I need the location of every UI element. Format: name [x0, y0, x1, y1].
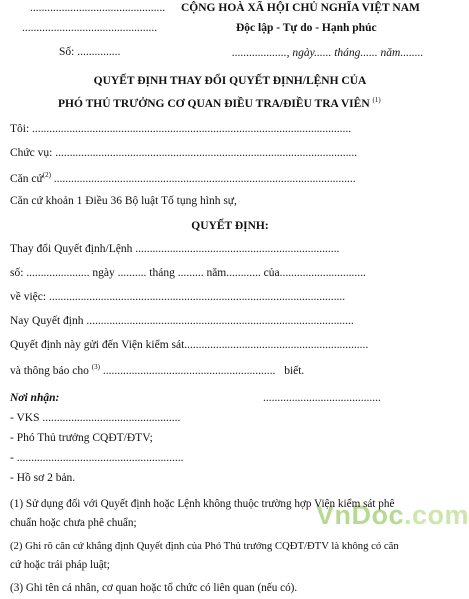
document-title-line1: QUYẾT ĐỊNH THAY ĐỔI QUYẾT ĐỊNH/LỆNH CỦA	[93, 75, 367, 87]
position-label: Chức vụ:	[10, 147, 53, 159]
note-1-line1: (1) Sử dụng đối với Quyết định hoặc Lệnh không thuộc trường hợp Viện kiểm sát phê	[10, 498, 395, 510]
number-date-line: số: ...................... ngày .......... tháng ......... năm............ của..............................	[10, 267, 366, 279]
now-decide-line	[10, 316, 354, 328]
legal-basis: Căn cứ khoản 1 Điều 36 Bộ luật Tố tụng hình sự,	[10, 195, 237, 207]
subject-dots: .......................................................................................................	[48, 291, 346, 303]
issuer-line	[10, 124, 351, 136]
note-1-line2: chuẩn hoặc chưa phê chuẩn;	[10, 517, 137, 529]
document-title-line2-text: PHÓ THỦ TRƯỞNG CƠ QUAN ĐIỀU TRA/ĐIỀU TRA VIÊN	[58, 97, 370, 110]
national-title: CỘNG HOÀ XÃ HỘI CHỦ NGHĨA VIỆT NAM	[181, 2, 420, 14]
recipient-item: - Hồ sơ 2 bản.	[10, 472, 76, 484]
date-line: ..................., ngày...... tháng...... năm........	[232, 47, 424, 59]
document-number-label: Số:	[59, 46, 75, 58]
document-number-dots: ...............	[77, 46, 121, 58]
recipient-item: - ..........................................................	[10, 452, 184, 464]
unit-name-dots: ...............................................	[22, 22, 158, 34]
now-decide-dots: .............................................................................................	[86, 315, 354, 327]
issuer-dots: ...............................................................................................................	[32, 123, 352, 135]
recipient-item: - VKS ................................................	[10, 412, 181, 424]
basis-line	[10, 172, 356, 185]
recipient-item: - Phó Thủ trưởng CQĐT/ĐTV;	[10, 432, 153, 444]
notify-label: và thông báo cho	[10, 364, 89, 377]
decision-heading: QUYẾT ĐỊNH:	[191, 220, 269, 232]
national-motto: Độc lập - Tự do - Hạnh phúc	[236, 22, 377, 34]
now-decide-label: Nay Quyết định	[10, 315, 84, 327]
send-to-procuracy-line: Quyết định này gửi đến Viện kiểm sát................................................................	[10, 339, 369, 351]
note-3: (3) Ghi tên cá nhân, cơ quan hoặc tổ chức có liên quan (nếu có).	[10, 582, 298, 594]
change-label: Thay đổi Quyết định/Lệnh	[10, 243, 133, 255]
note-2-line2: cứ hoặc trái pháp luật;	[10, 559, 110, 571]
notify-end: biết.	[284, 364, 305, 377]
change-dots: .......................................................................	[135, 243, 340, 255]
subject-label: về việc:	[10, 291, 47, 303]
document-title-line2	[58, 97, 381, 110]
agency-name-dots: ...............................................	[30, 2, 166, 14]
notify-dots: ............................................................	[102, 364, 276, 377]
watermark-logo: VnDoc.com	[316, 500, 469, 530]
document-number	[59, 47, 120, 59]
notify-line	[10, 364, 304, 377]
signature-dots: .........................................	[263, 392, 381, 404]
footnote-ref-3: (3)	[91, 363, 100, 371]
issuer-label: Tôi:	[10, 123, 30, 135]
subject-line	[10, 292, 345, 304]
footnote-ref-2: (2)	[42, 171, 51, 179]
footnote-ref-1: (1)	[372, 96, 381, 104]
position-dots: .........................................................................................................	[55, 147, 358, 159]
change-line	[10, 244, 339, 256]
recipients-heading: Nơi nhận:	[10, 392, 60, 404]
basis-dots: .........................................................................................................	[53, 172, 356, 185]
basis-label: Căn cứ	[10, 172, 43, 185]
position-line	[10, 148, 357, 160]
note-2-line1: (2) Ghi rõ căn cứ khẳng định Quyết định của Phó Thủ trưởng CQĐT/ĐTV là không có căn	[10, 540, 399, 552]
